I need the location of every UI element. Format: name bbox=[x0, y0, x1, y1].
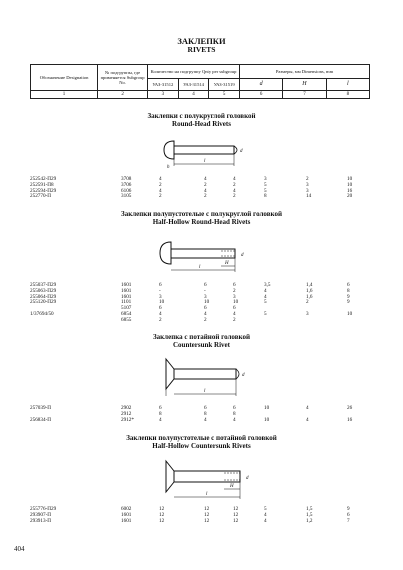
table-cell: 6 bbox=[233, 282, 236, 288]
table-cell: 5 bbox=[264, 181, 267, 188]
col-dim-l: l bbox=[326, 79, 369, 91]
table-cell: 8 bbox=[159, 410, 162, 417]
section-title-ru: Заклепки полупустотелые с полукруглой головкой bbox=[121, 210, 282, 218]
col-number: 2 bbox=[98, 91, 148, 99]
table-cell: 6 bbox=[204, 305, 207, 312]
table-row bbox=[30, 177, 370, 183]
table-cell: 257039-П bbox=[30, 405, 52, 411]
table-row bbox=[30, 418, 370, 424]
table-row bbox=[30, 312, 370, 318]
table-cell: 1601 bbox=[121, 287, 132, 294]
table-cell: 12 bbox=[233, 506, 239, 512]
col-number: 8 bbox=[326, 91, 369, 99]
table-row bbox=[30, 519, 370, 525]
table-cell: 12 bbox=[159, 511, 165, 518]
table-cell: 4 bbox=[264, 517, 267, 524]
col-qty-31512: УАЗ-31512 bbox=[148, 79, 179, 91]
table-cell: 5107 bbox=[121, 305, 132, 312]
table-cell: 9 bbox=[347, 506, 350, 512]
col-number: 6 bbox=[240, 91, 283, 99]
table-cell: 2912 bbox=[121, 410, 132, 417]
table-cell: 4 bbox=[204, 416, 207, 423]
table-row bbox=[30, 295, 370, 301]
table-row bbox=[30, 183, 370, 189]
table-cell: 255037-П29 bbox=[30, 282, 57, 288]
section-title-ru: Заклепки с полукруглой головкой bbox=[147, 112, 256, 120]
table-cell: 1,6 bbox=[306, 293, 313, 300]
table-cell: 3 bbox=[204, 293, 207, 300]
dim-label-l: l bbox=[199, 265, 201, 270]
table-cell: 10 bbox=[347, 181, 353, 188]
dim-label-d: d bbox=[240, 149, 243, 154]
table-cell: 12 bbox=[204, 511, 210, 518]
table-cell: 2 bbox=[233, 193, 236, 200]
table-cell: 6002 bbox=[121, 506, 132, 512]
col-designation: Обозначение Designation bbox=[31, 65, 98, 91]
table-cell: 3708 bbox=[121, 176, 132, 182]
table-cell: 6854 bbox=[121, 311, 132, 317]
table-cell: 10 bbox=[347, 176, 353, 182]
countersunk-rivet-drawing bbox=[160, 353, 250, 399]
table-cell: 5 bbox=[264, 187, 267, 194]
table-cell: 14 bbox=[306, 193, 312, 200]
table-cell: 9 bbox=[347, 299, 350, 306]
table-row bbox=[30, 189, 370, 195]
table-cell: 6 bbox=[204, 282, 207, 288]
table-cell: 3 bbox=[159, 293, 162, 300]
table-cell: 2 bbox=[159, 193, 162, 200]
table-cell: 12 bbox=[159, 506, 165, 512]
table-cell: 12 bbox=[233, 511, 239, 518]
dim-label-H: H bbox=[225, 261, 229, 266]
table-cell: 255776-П29 bbox=[30, 506, 57, 512]
header-table bbox=[30, 64, 370, 99]
table-cell: 1,6 bbox=[306, 287, 313, 294]
table-cell: 4 bbox=[233, 176, 236, 182]
table-cell: 3 bbox=[306, 187, 309, 194]
col-qty-group: Количество на подгруппу Qnty per subgroup bbox=[148, 65, 240, 79]
table-cell: 1601 bbox=[121, 282, 132, 288]
table-cell: 2912* bbox=[121, 416, 134, 423]
table-cell: 1/37694/50 bbox=[30, 311, 54, 317]
table-cell: 4 bbox=[159, 311, 162, 317]
table-cell: 4 bbox=[306, 416, 309, 423]
table-cell: 6 bbox=[347, 282, 350, 288]
table-cell: - bbox=[204, 287, 206, 294]
table-cell: 1,2 bbox=[306, 517, 313, 524]
col-number: 3 bbox=[148, 91, 179, 99]
page-title: ЗАКЛЕПКИ bbox=[177, 36, 226, 46]
table-cell: - bbox=[159, 287, 161, 294]
table-cell: 4 bbox=[233, 416, 236, 423]
table-cell: 4 bbox=[159, 416, 162, 423]
table-cell: 2 bbox=[306, 299, 309, 306]
table-cell: 16 bbox=[347, 416, 353, 423]
col-dim-d: d bbox=[240, 79, 283, 91]
table-cell: 8 bbox=[347, 287, 350, 294]
dim-label-d: d bbox=[246, 476, 249, 481]
table-cell: 1601 bbox=[121, 511, 132, 518]
table-cell: 10 bbox=[233, 299, 239, 306]
table-cell: 6 bbox=[233, 405, 236, 411]
table-cell: 2 bbox=[306, 176, 309, 182]
table-row bbox=[30, 300, 370, 306]
table-cell: 3 bbox=[306, 311, 309, 317]
table-cell: 6 bbox=[204, 405, 207, 411]
table-cell: 10 bbox=[347, 311, 353, 317]
table-cell: 4 bbox=[204, 187, 207, 194]
col-number: 5 bbox=[209, 91, 240, 99]
col-subgroup: № подгруппы, где применяется Subgroup No. bbox=[98, 65, 148, 91]
section-title-ru: Заклепка с потайной головкой bbox=[152, 333, 251, 341]
table-cell: 293907-П bbox=[30, 511, 52, 518]
dim-label-l: l bbox=[204, 389, 206, 394]
dim-label-H: H bbox=[230, 484, 234, 489]
section-title-en: Half-Hollow Round-Head Rivets bbox=[152, 218, 251, 226]
table-cell: 1101 bbox=[121, 299, 132, 306]
table-cell: 293913-П bbox=[30, 517, 52, 524]
table-row bbox=[30, 318, 370, 324]
table-cell: 4 bbox=[233, 187, 236, 194]
table-cell: 12 bbox=[204, 506, 210, 512]
table-cell: 8 bbox=[204, 410, 207, 417]
table-cell: 3,5 bbox=[264, 282, 271, 288]
section-title-en: Countersunk Rivet bbox=[173, 341, 230, 349]
section-title-en: Round-Head Rivets bbox=[172, 120, 231, 128]
table-cell: 6 bbox=[159, 405, 162, 411]
table-row bbox=[30, 306, 370, 312]
table-cell: 1,5 bbox=[306, 506, 313, 512]
table-cell: 255063-П29 bbox=[30, 287, 57, 294]
table-cell: 4 bbox=[204, 176, 207, 182]
table-cell: 3 bbox=[306, 181, 309, 188]
dim-label-l: l bbox=[204, 159, 206, 164]
table-cell: 4 bbox=[264, 293, 267, 300]
table-cell: 10 bbox=[204, 299, 210, 306]
table-cell: 4 bbox=[204, 311, 207, 317]
table-cell: 6 bbox=[233, 305, 236, 312]
table-cell: 5 bbox=[264, 311, 267, 317]
table-cell: 2 bbox=[204, 181, 207, 188]
table-cell: 6855 bbox=[121, 316, 132, 323]
page-number: 404 bbox=[14, 545, 25, 553]
table-cell: 3 bbox=[264, 176, 267, 182]
round-head-rivet-drawing bbox=[160, 131, 250, 171]
table-cell: 4 bbox=[264, 287, 267, 294]
half-hollow-round-head-rivet-drawing bbox=[155, 232, 255, 276]
table-cell: 4 bbox=[233, 311, 236, 317]
dim-label-d: d bbox=[242, 373, 245, 378]
col-number: 7 bbox=[283, 91, 326, 99]
table-row bbox=[30, 194, 370, 200]
table-cell: 9 bbox=[347, 293, 350, 300]
col-number: 1 bbox=[31, 91, 98, 99]
table-cell: 6 bbox=[159, 305, 162, 312]
table-cell: 12 bbox=[233, 517, 239, 524]
page-subtitle: RIVETS bbox=[187, 45, 216, 54]
table-cell: 3 bbox=[233, 293, 236, 300]
table-cell: 255064-П29 bbox=[30, 293, 57, 300]
table-cell: 255120-П29 bbox=[30, 299, 57, 306]
table-cell: 2 bbox=[204, 316, 207, 323]
table-row bbox=[30, 283, 370, 289]
table-cell: 2 bbox=[204, 193, 207, 200]
table-cell: 4 bbox=[159, 176, 162, 182]
table-cell: 2 bbox=[233, 316, 236, 323]
table-row bbox=[30, 406, 370, 412]
table-cell: 4 bbox=[159, 187, 162, 194]
table-cell: 256834-П bbox=[30, 416, 52, 423]
table-cell: 10 bbox=[264, 416, 270, 423]
table-cell: 2902 bbox=[121, 405, 132, 411]
table-cell: 1601 bbox=[121, 293, 132, 300]
table-cell: 2 bbox=[233, 181, 236, 188]
table-cell: 6 bbox=[347, 511, 350, 518]
table-row bbox=[30, 507, 370, 513]
table-cell: 252542-П29 bbox=[30, 176, 57, 182]
table-cell: 6 bbox=[159, 282, 162, 288]
dim-label-l: l bbox=[206, 492, 208, 497]
table-cell: 6106 bbox=[121, 187, 132, 194]
dim-label-h: h bbox=[167, 165, 170, 170]
col-number: 4 bbox=[178, 91, 209, 99]
col-qty-31514: УАЗ-31514 bbox=[178, 79, 209, 91]
table-cell: 5 bbox=[264, 299, 267, 306]
col-qty-31519: УАЗ-31519 bbox=[209, 79, 240, 91]
table-cell: 3105 bbox=[121, 193, 132, 200]
section-title-ru: Заклепки полупустотелые с потайной головкой bbox=[126, 434, 277, 442]
half-hollow-countersunk-rivet-drawing bbox=[160, 455, 260, 501]
table-cell: 5 bbox=[264, 506, 267, 512]
table-cell: 252594-П29 bbox=[30, 187, 57, 194]
table-cell: 26 bbox=[347, 405, 353, 411]
table-cell: 252770-П bbox=[30, 193, 52, 200]
col-dims-group: Размеры, мм Dimensions, mm bbox=[240, 65, 370, 79]
table-cell: 8 bbox=[264, 193, 267, 200]
table-cell: 8 bbox=[233, 410, 236, 417]
table-cell: 4 bbox=[306, 405, 309, 411]
table-cell: 2 bbox=[233, 287, 236, 294]
table-cell: 20 bbox=[347, 193, 353, 200]
table-cell: 1601 bbox=[121, 517, 132, 524]
table-cell: 1,5 bbox=[306, 511, 313, 518]
table-cell: 10 bbox=[264, 405, 270, 411]
table-row bbox=[30, 412, 370, 418]
section-title-en: Half-Hollow Countersunk Rivets bbox=[152, 442, 251, 450]
table-row bbox=[30, 289, 370, 295]
table-cell: 4 bbox=[264, 511, 267, 518]
table-cell: 16 bbox=[347, 187, 353, 194]
table-cell: 12 bbox=[159, 517, 165, 524]
table-cell: 2 bbox=[159, 316, 162, 323]
table-cell: 10 bbox=[159, 299, 165, 306]
table-cell: 2 bbox=[159, 181, 162, 188]
table-cell: 252591-П8 bbox=[30, 181, 54, 188]
table-cell: 12 bbox=[204, 517, 210, 524]
col-dim-H: H bbox=[283, 79, 326, 91]
table-cell: 3706 bbox=[121, 181, 132, 188]
table-cell: 7 bbox=[347, 517, 350, 524]
dim-label-d: d bbox=[241, 253, 244, 258]
table-row bbox=[30, 513, 370, 519]
table-cell: 1,4 bbox=[306, 282, 313, 288]
